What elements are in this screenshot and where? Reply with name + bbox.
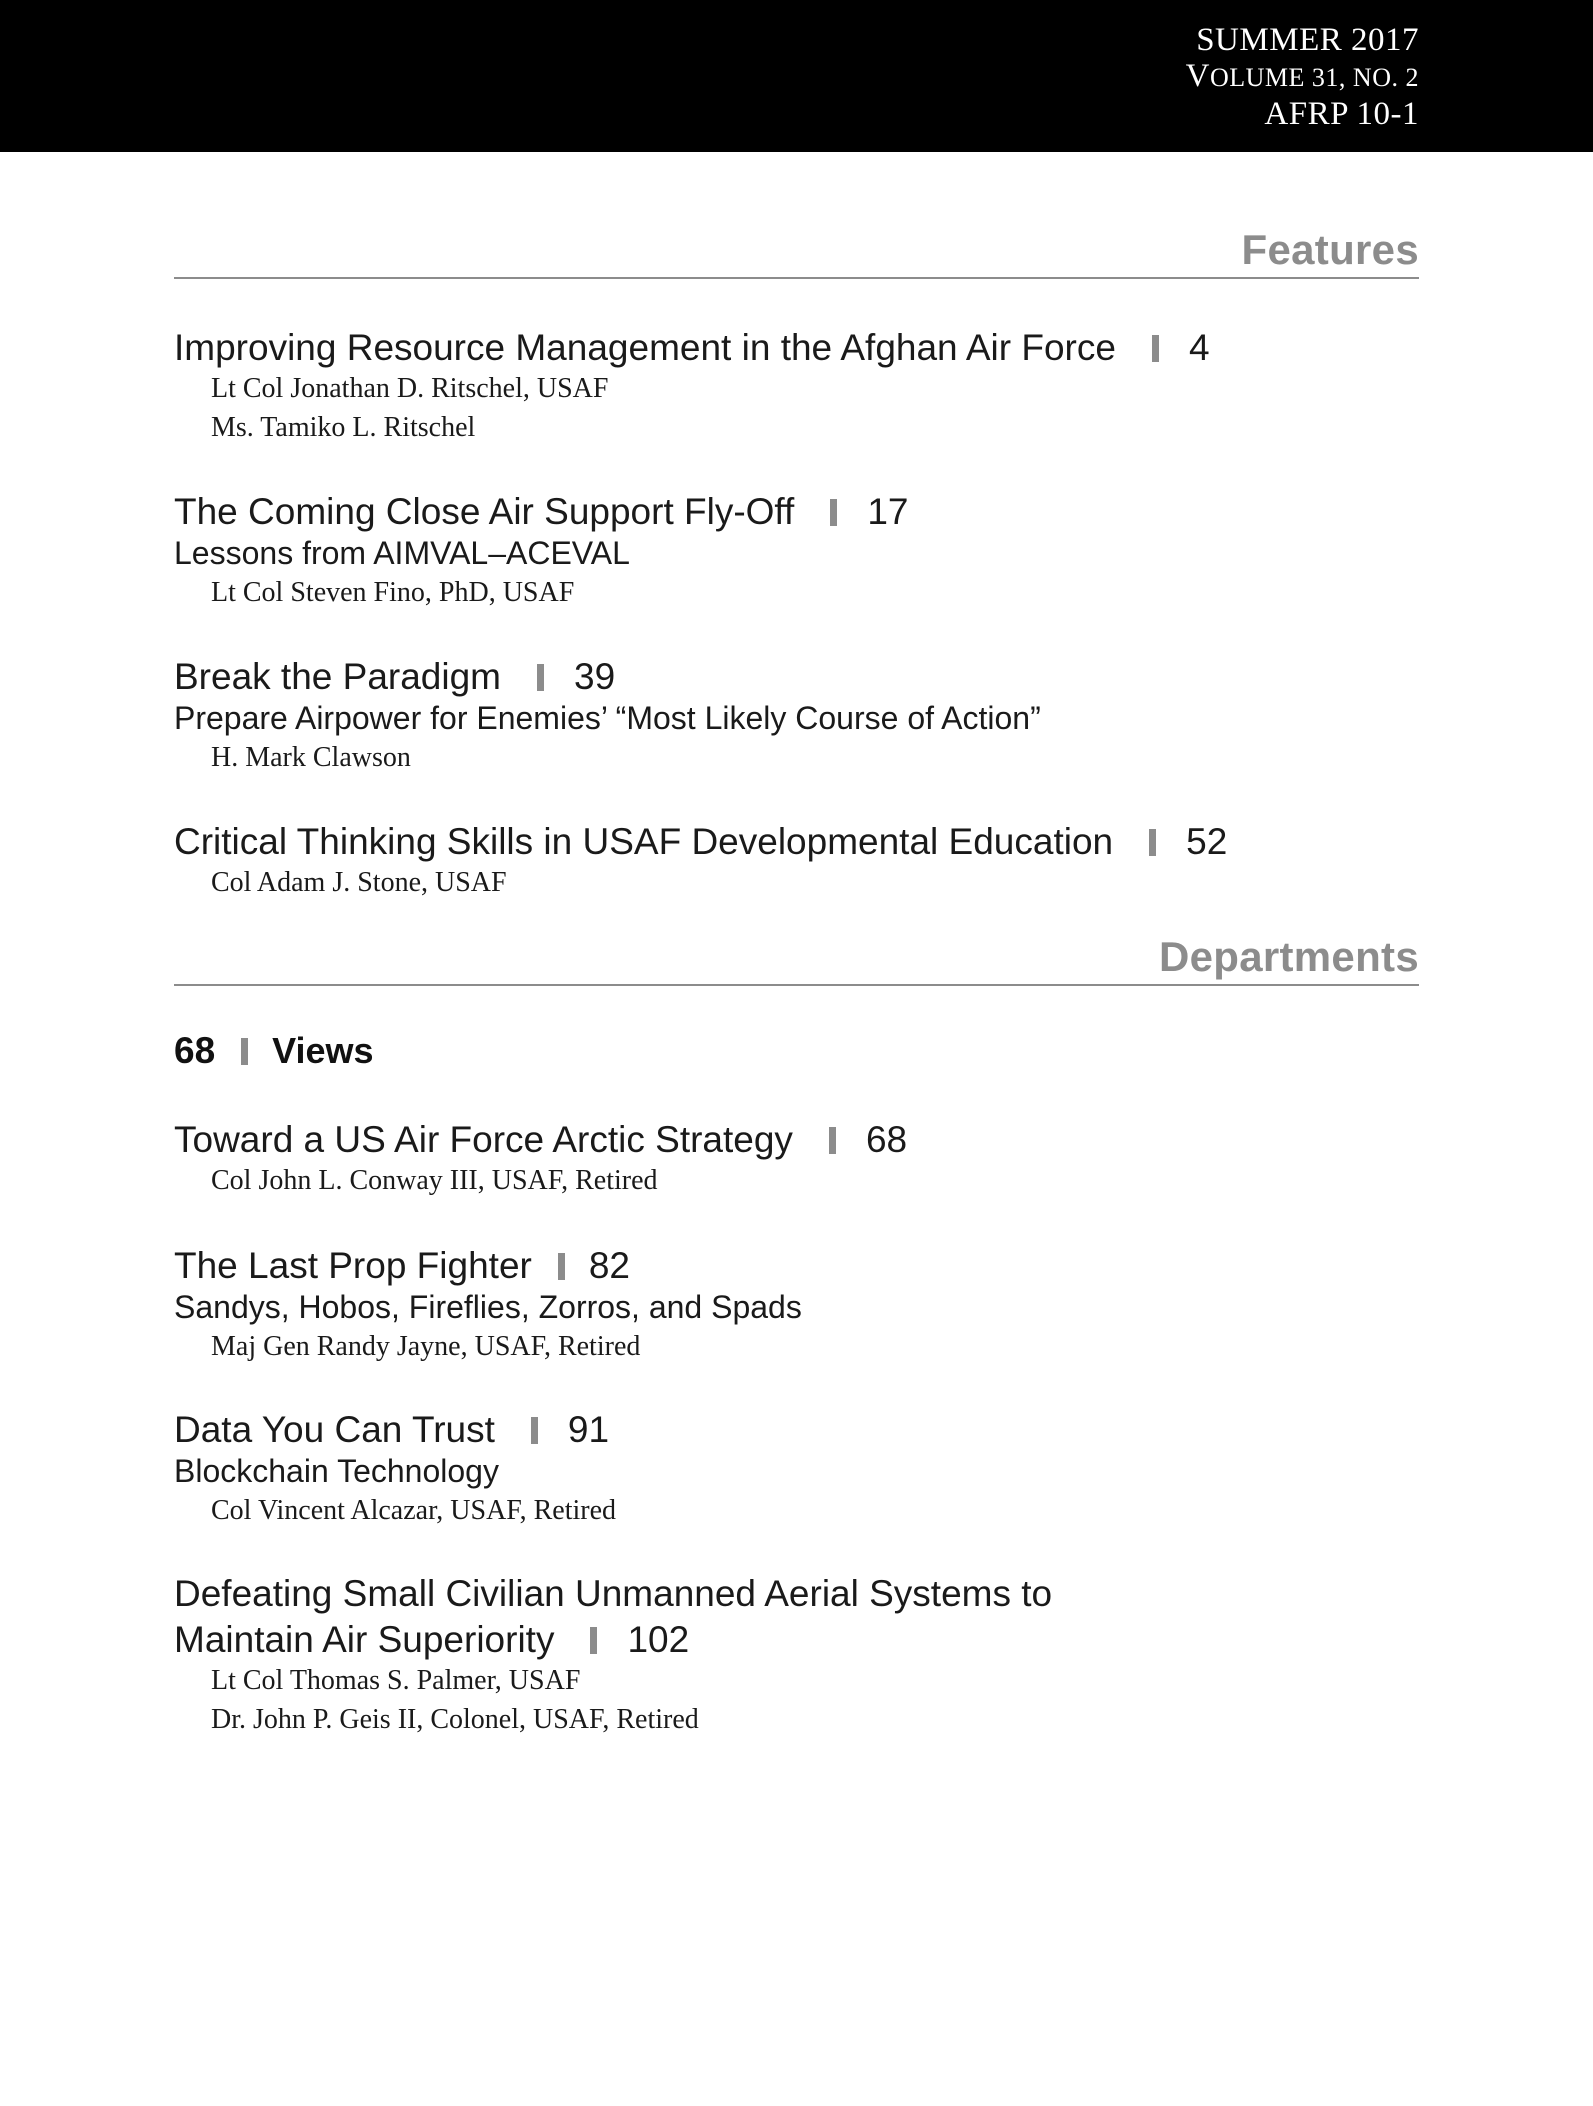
entry-author: Col Vincent Alcazar, USAF, Retired	[211, 1495, 617, 1526]
entry-author: Lt Col Thomas S. Palmer, USAF	[211, 1665, 581, 1696]
entry-page: 4	[1188, 327, 1210, 368]
entry-author: Lt Col Steven Fino, PhD, USAF	[211, 577, 575, 608]
separator-bar	[1149, 829, 1156, 856]
entry-author: H. Mark Clawson	[211, 742, 411, 773]
entry-page: 17	[867, 491, 909, 532]
features-rule	[174, 277, 1419, 279]
entry-title: Maintain Air Superiority	[174, 1619, 555, 1660]
entry-author: Dr. John P. Geis II, Colonel, USAF, Retired	[211, 1704, 699, 1735]
entry-page: 91	[567, 1409, 610, 1450]
separator-bar	[531, 1417, 538, 1444]
entry-subtitle: Blockchain Technology	[174, 1453, 499, 1489]
entry-title: Toward a US Air Force Arctic Strategy	[174, 1119, 793, 1160]
entry-page: 52	[1186, 821, 1228, 862]
entry-page: 39	[574, 656, 616, 697]
toc-entry[interactable]	[174, 327, 1419, 447]
departments-heading: Departments	[1158, 933, 1419, 980]
entry-page: 102	[627, 1619, 690, 1660]
toc-entry[interactable]	[174, 1409, 1419, 1530]
entry-author: Lt Col Jonathan D. Ritschel, USAF	[211, 373, 609, 404]
issue-volume: VOLUME 31, NO. 2	[1185, 58, 1419, 94]
separator-bar	[241, 1038, 248, 1065]
entry-title: The Coming Close Air Support Fly-Off	[174, 491, 795, 532]
entry-subtitle: Prepare Airpower for Enemies’ “Most Likely Course of Action”	[174, 700, 1041, 736]
issue-afrp: AFRP 10-1	[1264, 96, 1419, 132]
toc-entry[interactable]	[174, 491, 1419, 612]
departments-rule	[174, 984, 1419, 986]
entry-subtitle: Lessons from AIMVAL–ACEVAL	[174, 535, 630, 571]
entry-title: The Last Prop Fighter	[174, 1245, 532, 1286]
features-heading: Features	[1241, 226, 1419, 273]
toc-entry[interactable]	[174, 1245, 1419, 1366]
entry-page: 68	[865, 1119, 908, 1160]
department-name: Views	[272, 1030, 374, 1071]
toc-entry[interactable]	[174, 1569, 1419, 1739]
entry-title: Defeating Small Civilian Unmanned Aerial Systems to	[174, 1573, 1053, 1614]
entry-author: Maj Gen Randy Jayne, USAF, Retired	[211, 1331, 641, 1362]
entry-author: Ms. Tamiko L. Ritschel	[211, 412, 476, 443]
entry-page: 82	[588, 1245, 630, 1286]
toc-entry[interactable]	[174, 656, 1419, 777]
entry-title: Critical Thinking Skills in USAF Developmental Education	[174, 821, 1114, 862]
entry-title: Improving Resource Management in the Afghan Air Force	[174, 327, 1116, 368]
entry-author: Col Adam J. Stone, USAF	[211, 867, 507, 898]
entry-title: Data You Can Trust	[174, 1409, 495, 1450]
entry-author: Col John L. Conway III, USAF, Retired	[211, 1165, 658, 1196]
entry-subtitle: Sandys, Hobos, Fireflies, Zorros, and Spads	[174, 1289, 802, 1325]
separator-bar	[537, 664, 544, 691]
separator-bar	[830, 499, 837, 526]
department-page: 68	[174, 1030, 216, 1071]
entry-title: Break the Paradigm	[174, 656, 502, 697]
toc-entry[interactable]	[174, 1119, 1419, 1200]
masthead	[1186, 22, 1419, 132]
separator-bar	[558, 1253, 565, 1280]
issue-season: SUMMER 2017	[1196, 22, 1419, 58]
separator-bar	[590, 1627, 597, 1654]
separator-bar	[829, 1127, 836, 1154]
separator-bar	[1152, 335, 1159, 362]
toc-entry[interactable]	[174, 821, 1419, 902]
department-views[interactable]	[174, 1030, 374, 1072]
